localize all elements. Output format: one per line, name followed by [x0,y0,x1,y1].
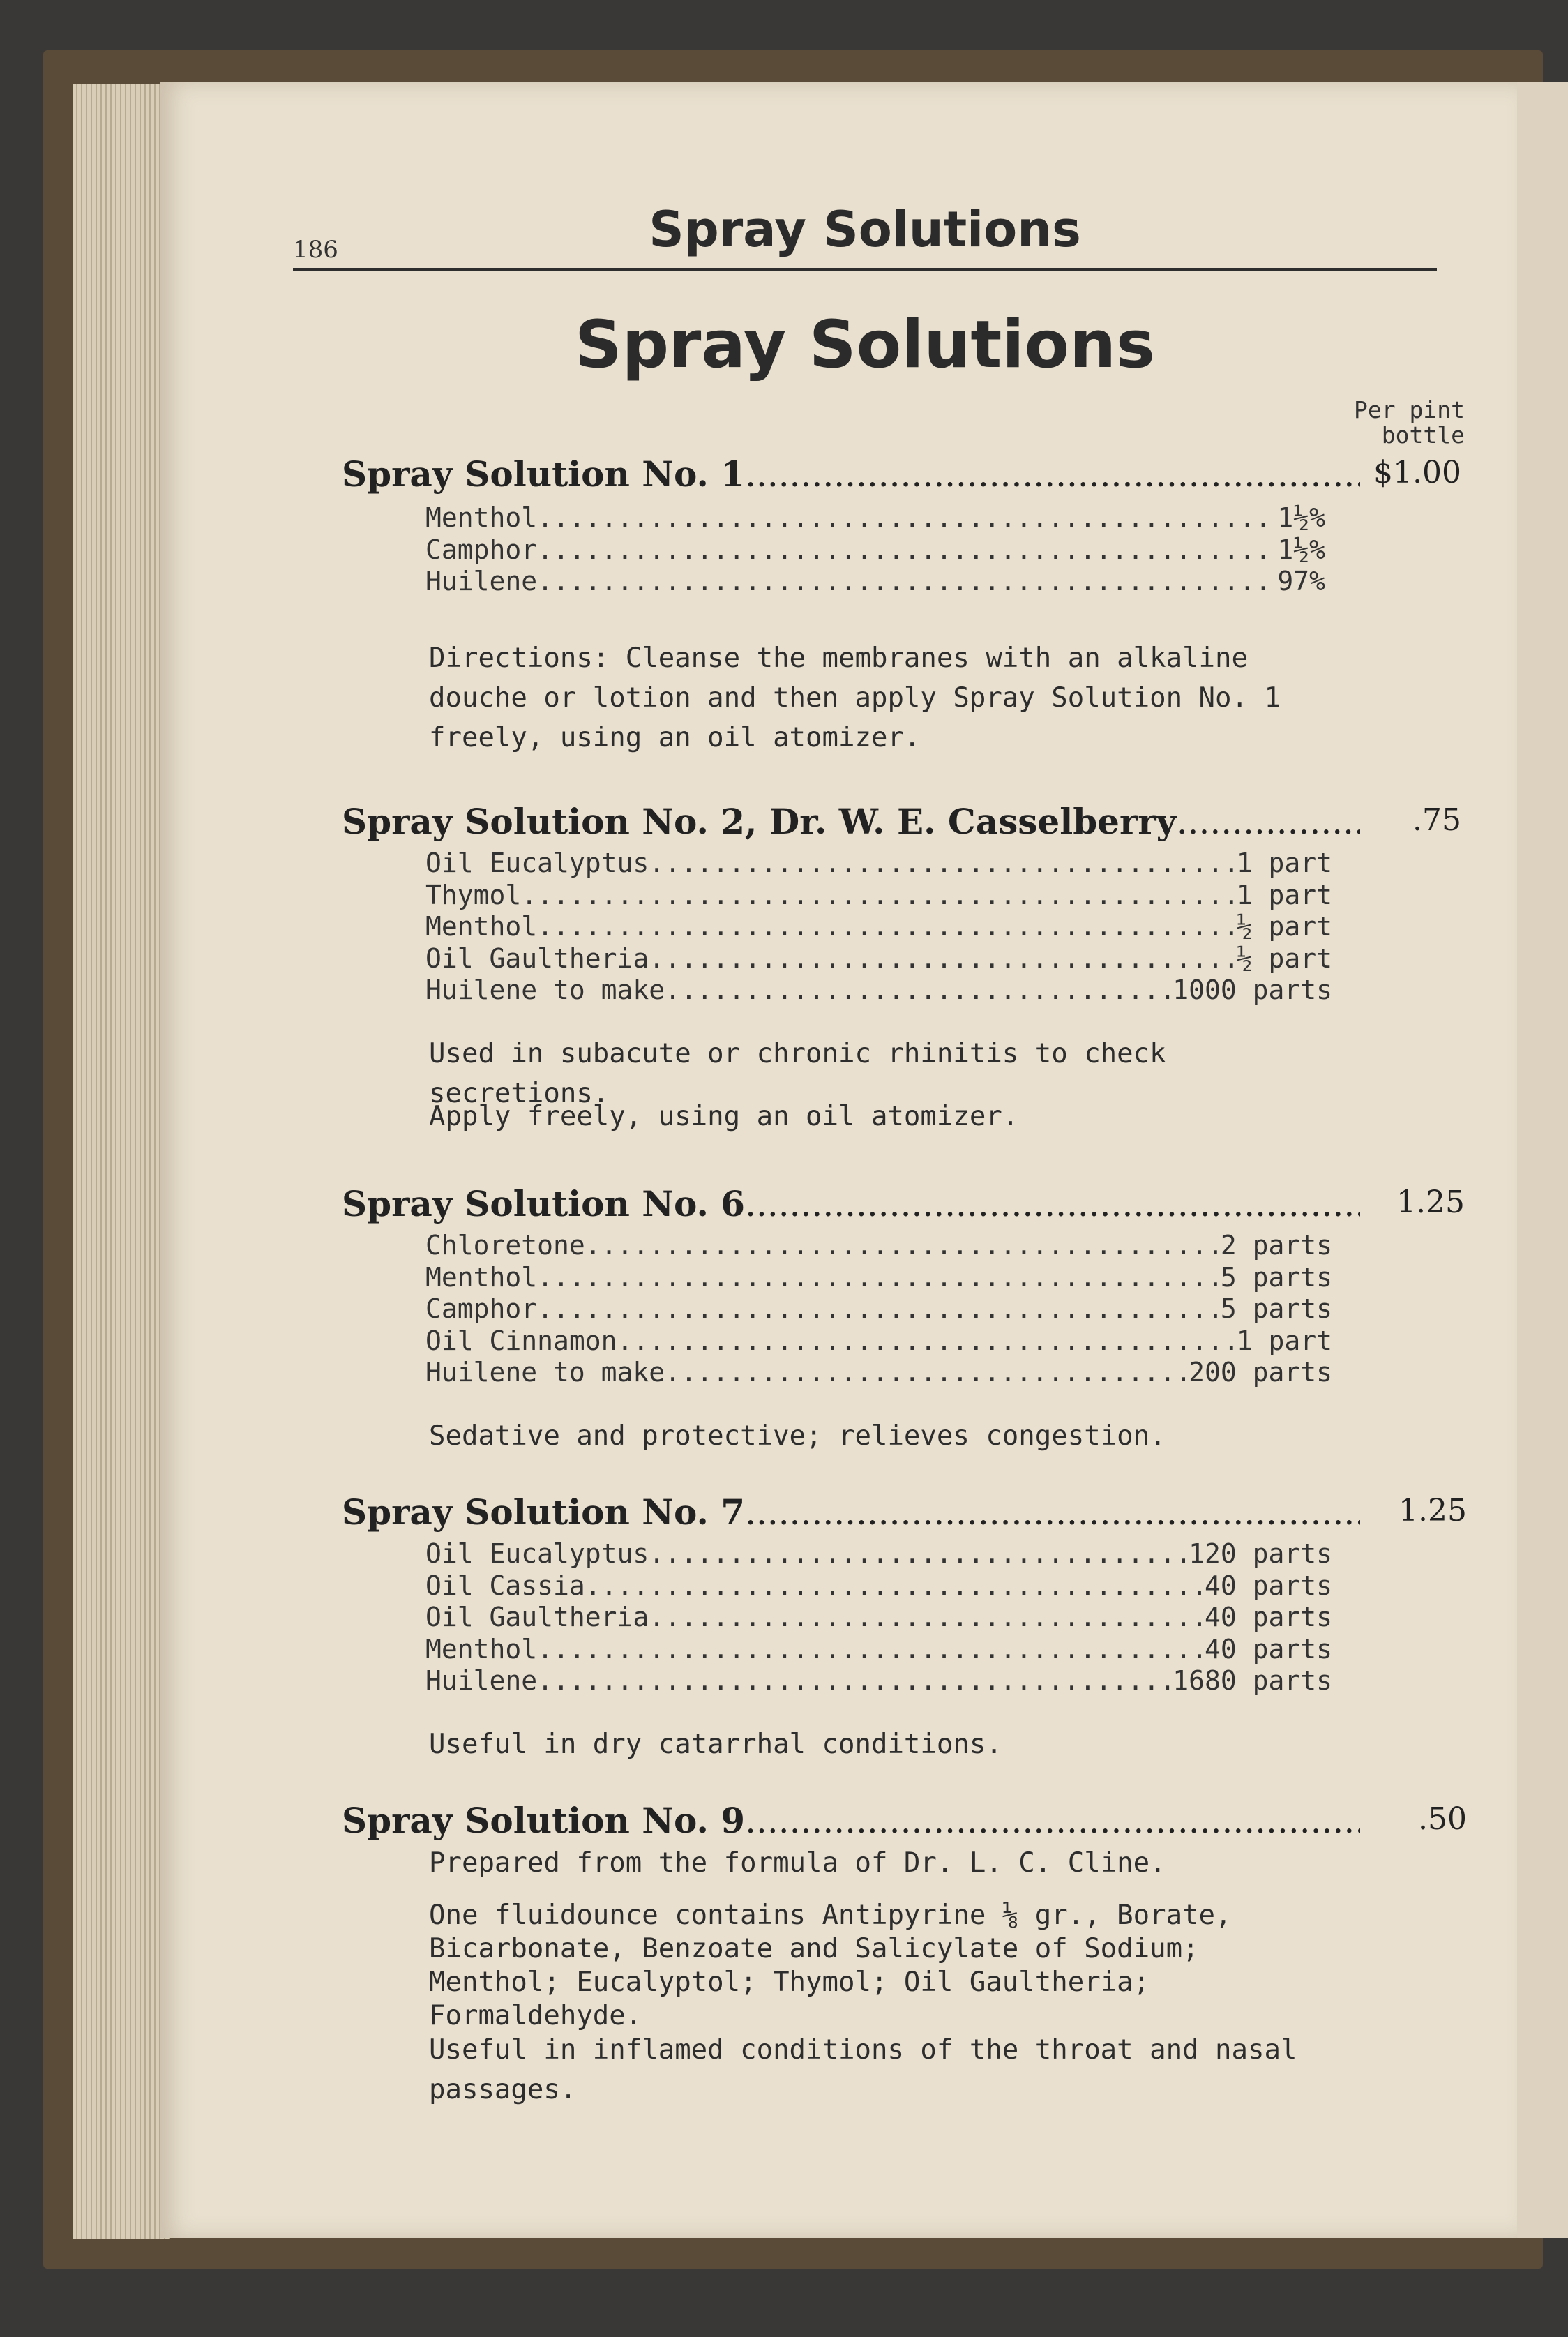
ingredient-row [425,502,1325,534]
ingredient-name: Oil Cassia [425,1570,585,1601]
section-heading [342,1800,1360,1841]
ingredient-amount: 1680 parts [1173,1665,1332,1696]
ingredient-name: Huilene [425,566,538,596]
price-header-line-2: bottle [1381,421,1465,449]
ingredient-row [425,943,1332,975]
ingredient-row [425,911,1332,943]
ingredient-row [425,1665,1332,1697]
ingredient-name: Oil Eucalyptus [425,848,649,878]
ingredient-row [425,1634,1332,1666]
ingredient-amount: 97% [1277,566,1325,596]
ingredient-name: Chloretone [425,1230,585,1261]
section-heading-text: Spray Solution No. 7 [342,1491,746,1533]
ingredient-amount: 1½% [1277,534,1325,565]
section-note: Prepared from the formula of Dr. L. C. Cline. [429,1847,1166,1879]
ingredient-row [425,1262,1332,1294]
section-note: One fluidounce contains Antipyrine ⅛ gr., Borate, Bicarbonate, Benzoate and Salicylate of Sodium; Menthol; Eucalyptol; Thymol; Oil Gaultheria; Formaldehyde. [429,1900,1232,2031]
ingredient-name: Menthol [425,502,538,533]
ingredient-amount: ½ part [1236,943,1332,974]
leader-dots [745,454,1360,495]
ingredient-name: Huilene to make [425,1357,665,1388]
ingredient-amount: 40 parts [1204,1634,1332,1665]
ingredient-name: Menthol [425,1262,538,1293]
section-heading-text: Spray Solution No. 2, Dr. W. E. Casselberry [342,801,1177,842]
ingredient-amount: 1 part [1236,1325,1332,1356]
running-head [293,188,1437,272]
price: .50 [1418,1801,1467,1837]
price: 1.25 [1396,1185,1465,1220]
ingredient-row [425,1325,1332,1358]
section-heading-text: Spray Solution No. 9 [342,1800,746,1841]
ingredient-amount: 200 parts [1189,1357,1332,1388]
ingredient-row [425,880,1332,912]
ingredient-name: Oil Cinnamon [425,1325,617,1356]
ingredient-amount: 40 parts [1204,1602,1332,1632]
ingredient-row [425,1602,1332,1634]
ingredient-amount: 1000 parts [1173,975,1332,1005]
ingredient-name: Oil Gaultheria [425,943,649,974]
ingredient-name: Oil Eucalyptus [425,1538,649,1569]
ingredient-row [425,975,1332,1007]
ingredient-row [425,848,1332,880]
section-note: Directions: Cleanse the membranes with an alkaline douche or lotion and then apply Spray Solution No. 1 freely, using an oil atomizer. [429,643,1281,753]
page-number: 186 [293,236,338,264]
ingredient-amount: 1 part [1236,880,1332,910]
section-heading [342,1183,1360,1224]
section-note: Apply freely, using an oil atomizer. [429,1101,1019,1132]
price-header-line-1: Per pint [1354,396,1465,423]
leader-dots [745,1801,1360,1841]
page-title: Spray Solutions [575,307,1155,383]
ingredient-name: Oil Gaultheria [425,1602,649,1632]
ingredient-row [425,1293,1332,1325]
section-note: Useful in dry catarrhal conditions. [429,1729,1002,1760]
ingredient-name: Menthol [425,1634,538,1665]
section-note: Sedative and protective; relieves congestion. [429,1420,1166,1452]
price: 1.25 [1399,1493,1467,1528]
ingredient-row [425,1570,1332,1602]
ingredient-amount: 1 part [1236,848,1332,878]
section-heading-text: Spray Solution No. 6 [342,1183,746,1224]
section-note: Useful in inflamed conditions of the throat and nasal passages. [429,2034,1297,2105]
ingredient-row [425,1357,1332,1389]
section-heading-text: Spray Solution No. 1 [342,453,746,495]
section-heading [342,1491,1360,1533]
section-heading [342,453,1360,495]
ingredient-name: Thymol [425,880,522,910]
price: .75 [1412,802,1461,838]
leader-dots [745,1184,1360,1224]
ingredient-name: Menthol [425,911,538,942]
ingredient-amount: 120 parts [1189,1538,1332,1569]
ingredient-amount: 5 parts [1220,1293,1332,1324]
ingredient-amount: 1½% [1277,502,1325,533]
ingredient-name: Camphor [425,534,538,565]
page-edges [73,84,170,2239]
running-title: Spray Solutions [649,201,1081,258]
ingredient-row [425,534,1325,566]
ingredient-row [425,566,1325,598]
ingredient-amount: ½ part [1236,911,1332,942]
price-column-header [1304,398,1465,448]
ingredient-amount: 2 parts [1220,1230,1332,1261]
section-heading [342,801,1360,842]
ingredient-amount: 5 parts [1220,1262,1332,1293]
facing-page-edge [1517,82,1568,2238]
header-rule [293,268,1437,271]
ingredient-name: Huilene [425,1665,538,1696]
price: $1.00 [1373,455,1461,490]
leader-dots [745,1492,1360,1533]
ingredient-name: Huilene to make [425,975,665,1005]
ingredient-row [425,1230,1332,1262]
section-note: Used in subacute or chronic rhinitis to check secretions. [429,1038,1166,1109]
ingredient-row [425,1538,1332,1570]
ingredient-name: Camphor [425,1293,538,1324]
ingredient-amount: 40 parts [1204,1570,1332,1601]
